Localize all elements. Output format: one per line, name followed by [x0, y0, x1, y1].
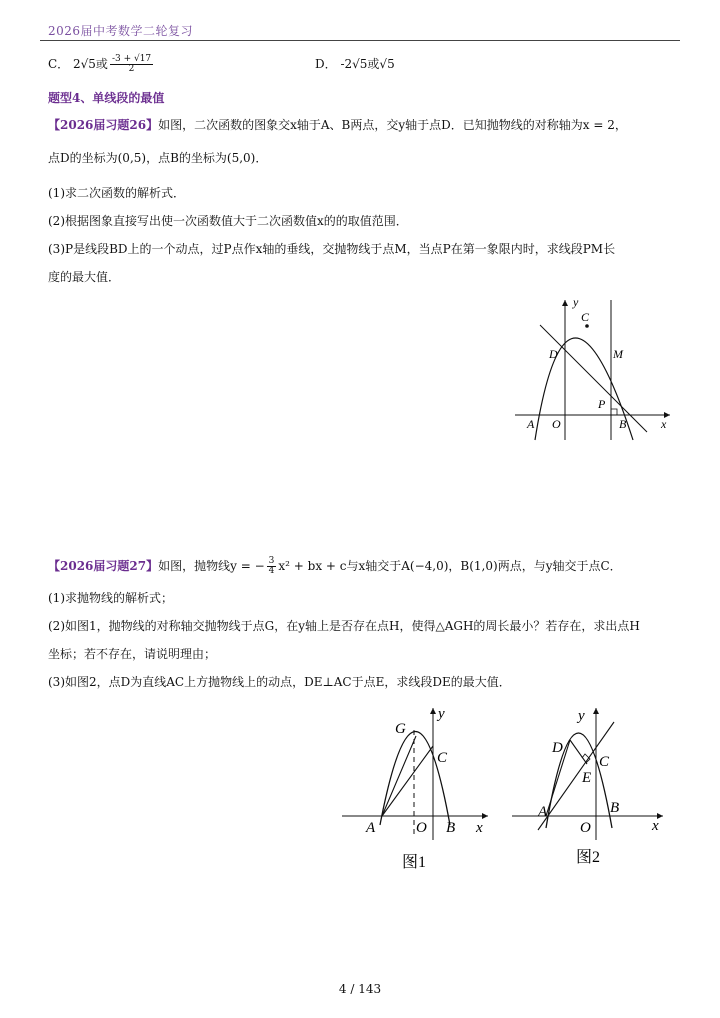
fig1-parabola [380, 732, 450, 826]
q26-tag: 【2026届习题26】 [48, 118, 159, 132]
fig1-label-y: y [438, 706, 445, 722]
fig2-label-a: A [538, 804, 548, 820]
option-c-frac-num: -3 + √17 [111, 54, 152, 64]
q26-figure [505, 292, 680, 442]
fig2-caption: 图2 [576, 849, 601, 866]
fig2-y-arrow [593, 708, 599, 714]
q26-right-angle [611, 409, 617, 415]
fig1-label-o: O [416, 820, 427, 836]
q26-stem-line1 [48, 116, 627, 134]
page-header: 2026届中考数学二轮复习 [48, 24, 194, 38]
q26-label-b: B [619, 417, 627, 431]
q27-frac-num: 3 [268, 556, 275, 566]
fig2-label-e: E [582, 770, 592, 786]
q27-figure-1 [338, 700, 498, 875]
q26-label-m: M [613, 347, 623, 361]
q27-fraction [267, 557, 277, 576]
q26-part2: (2)根据图象直接写出使一次函数值大于二次函数值x的的取值范围． [48, 214, 408, 228]
q27-stem-a: 如图，抛物线y = − [158, 559, 265, 573]
q26-stem2: 点D的坐标为(0,5)，点B的坐标为(5,0)． [48, 151, 268, 165]
fig1-label-g: G [395, 721, 406, 737]
option-c-value: 2√5或 [73, 57, 108, 71]
fig1-label-x: x [476, 820, 483, 836]
q27-tag: 【2026届习题27】 [48, 559, 159, 573]
fig2-line-ac [538, 722, 614, 830]
q26-label-o: O [552, 417, 561, 431]
q27-stem-b: x² + bx + c与x轴交于A(−4,0)，B(1,0)两点，与y轴交于点C． [278, 559, 622, 573]
fig1-y-arrow [430, 708, 436, 714]
fig1-label-c: C [437, 750, 448, 766]
q27-part1: (1)求抛物线的解析式； [48, 591, 173, 605]
fig1-x-arrow [482, 813, 488, 819]
q27-stem [48, 555, 622, 577]
q26-label-p: P [598, 397, 606, 411]
q26-label-d: D [549, 347, 558, 361]
option-c-frac-den: 2 [128, 64, 135, 74]
q26-vertex-point [585, 324, 589, 328]
fig2-label-d: D [552, 740, 563, 756]
q26-part3-line2: 度的最大值． [48, 270, 121, 284]
option-d [315, 55, 395, 73]
q26-label-y: y [573, 295, 579, 309]
q27-part2-line2: 坐标；若不存在，请说明理由； [48, 647, 217, 661]
option-c-fraction [110, 55, 153, 74]
q27-frac-den: 4 [268, 566, 275, 576]
q26-part3-line1: (3)P是线段BD上的一个动点，过P点作x轴的垂线，交抛物线于点M，当点P在第一象限内时，求线段PM长 [48, 242, 616, 256]
q26-label-a: A [527, 417, 535, 431]
fig2-label-b: B [610, 800, 620, 816]
q27-part3: (3)如图2，点D为直线AC上方抛物线上的动点，DE⊥AC于点E，求线段DE的最大值． [48, 675, 511, 689]
option-c-label: C． [48, 57, 70, 71]
fig2-label-c: C [599, 754, 610, 770]
q26-line-bd [540, 325, 647, 432]
fig2-segment-de [570, 740, 587, 764]
q26-part1: (1)求二次函数的解析式． [48, 186, 185, 200]
q26-stem1: 如图，二次函数的图象交x轴于A、B两点，交y轴于点D．已知抛物线的对称轴为x = 2， [158, 118, 627, 132]
q26-y-arrow [562, 300, 568, 306]
option-c [48, 55, 155, 74]
page-number: 4 / 143 [338, 982, 382, 996]
fig1-label-b: B [446, 820, 456, 836]
q26-label-c: C [581, 310, 590, 324]
option-d-label: D． [315, 57, 337, 71]
fig1-caption: 图1 [402, 854, 427, 871]
option-d-value: -2√5或√5 [340, 57, 395, 71]
fig2-label-x: x [652, 818, 659, 834]
q26-label-x: x [661, 417, 667, 431]
q27-figure-2 [508, 700, 673, 875]
fig2-label-o: O [580, 820, 591, 836]
fig2-label-y: y [578, 708, 585, 724]
header-divider [40, 40, 680, 41]
fig1-label-a: A [366, 820, 376, 836]
q27-part2-line1: (2)如图1，抛物线的对称轴交抛物线于点G，在y轴上是否存在点H，使得△AGH的周长最小？若存在，求出点H [48, 619, 640, 633]
section-title: 题型4、单线段的最值 [48, 91, 165, 105]
